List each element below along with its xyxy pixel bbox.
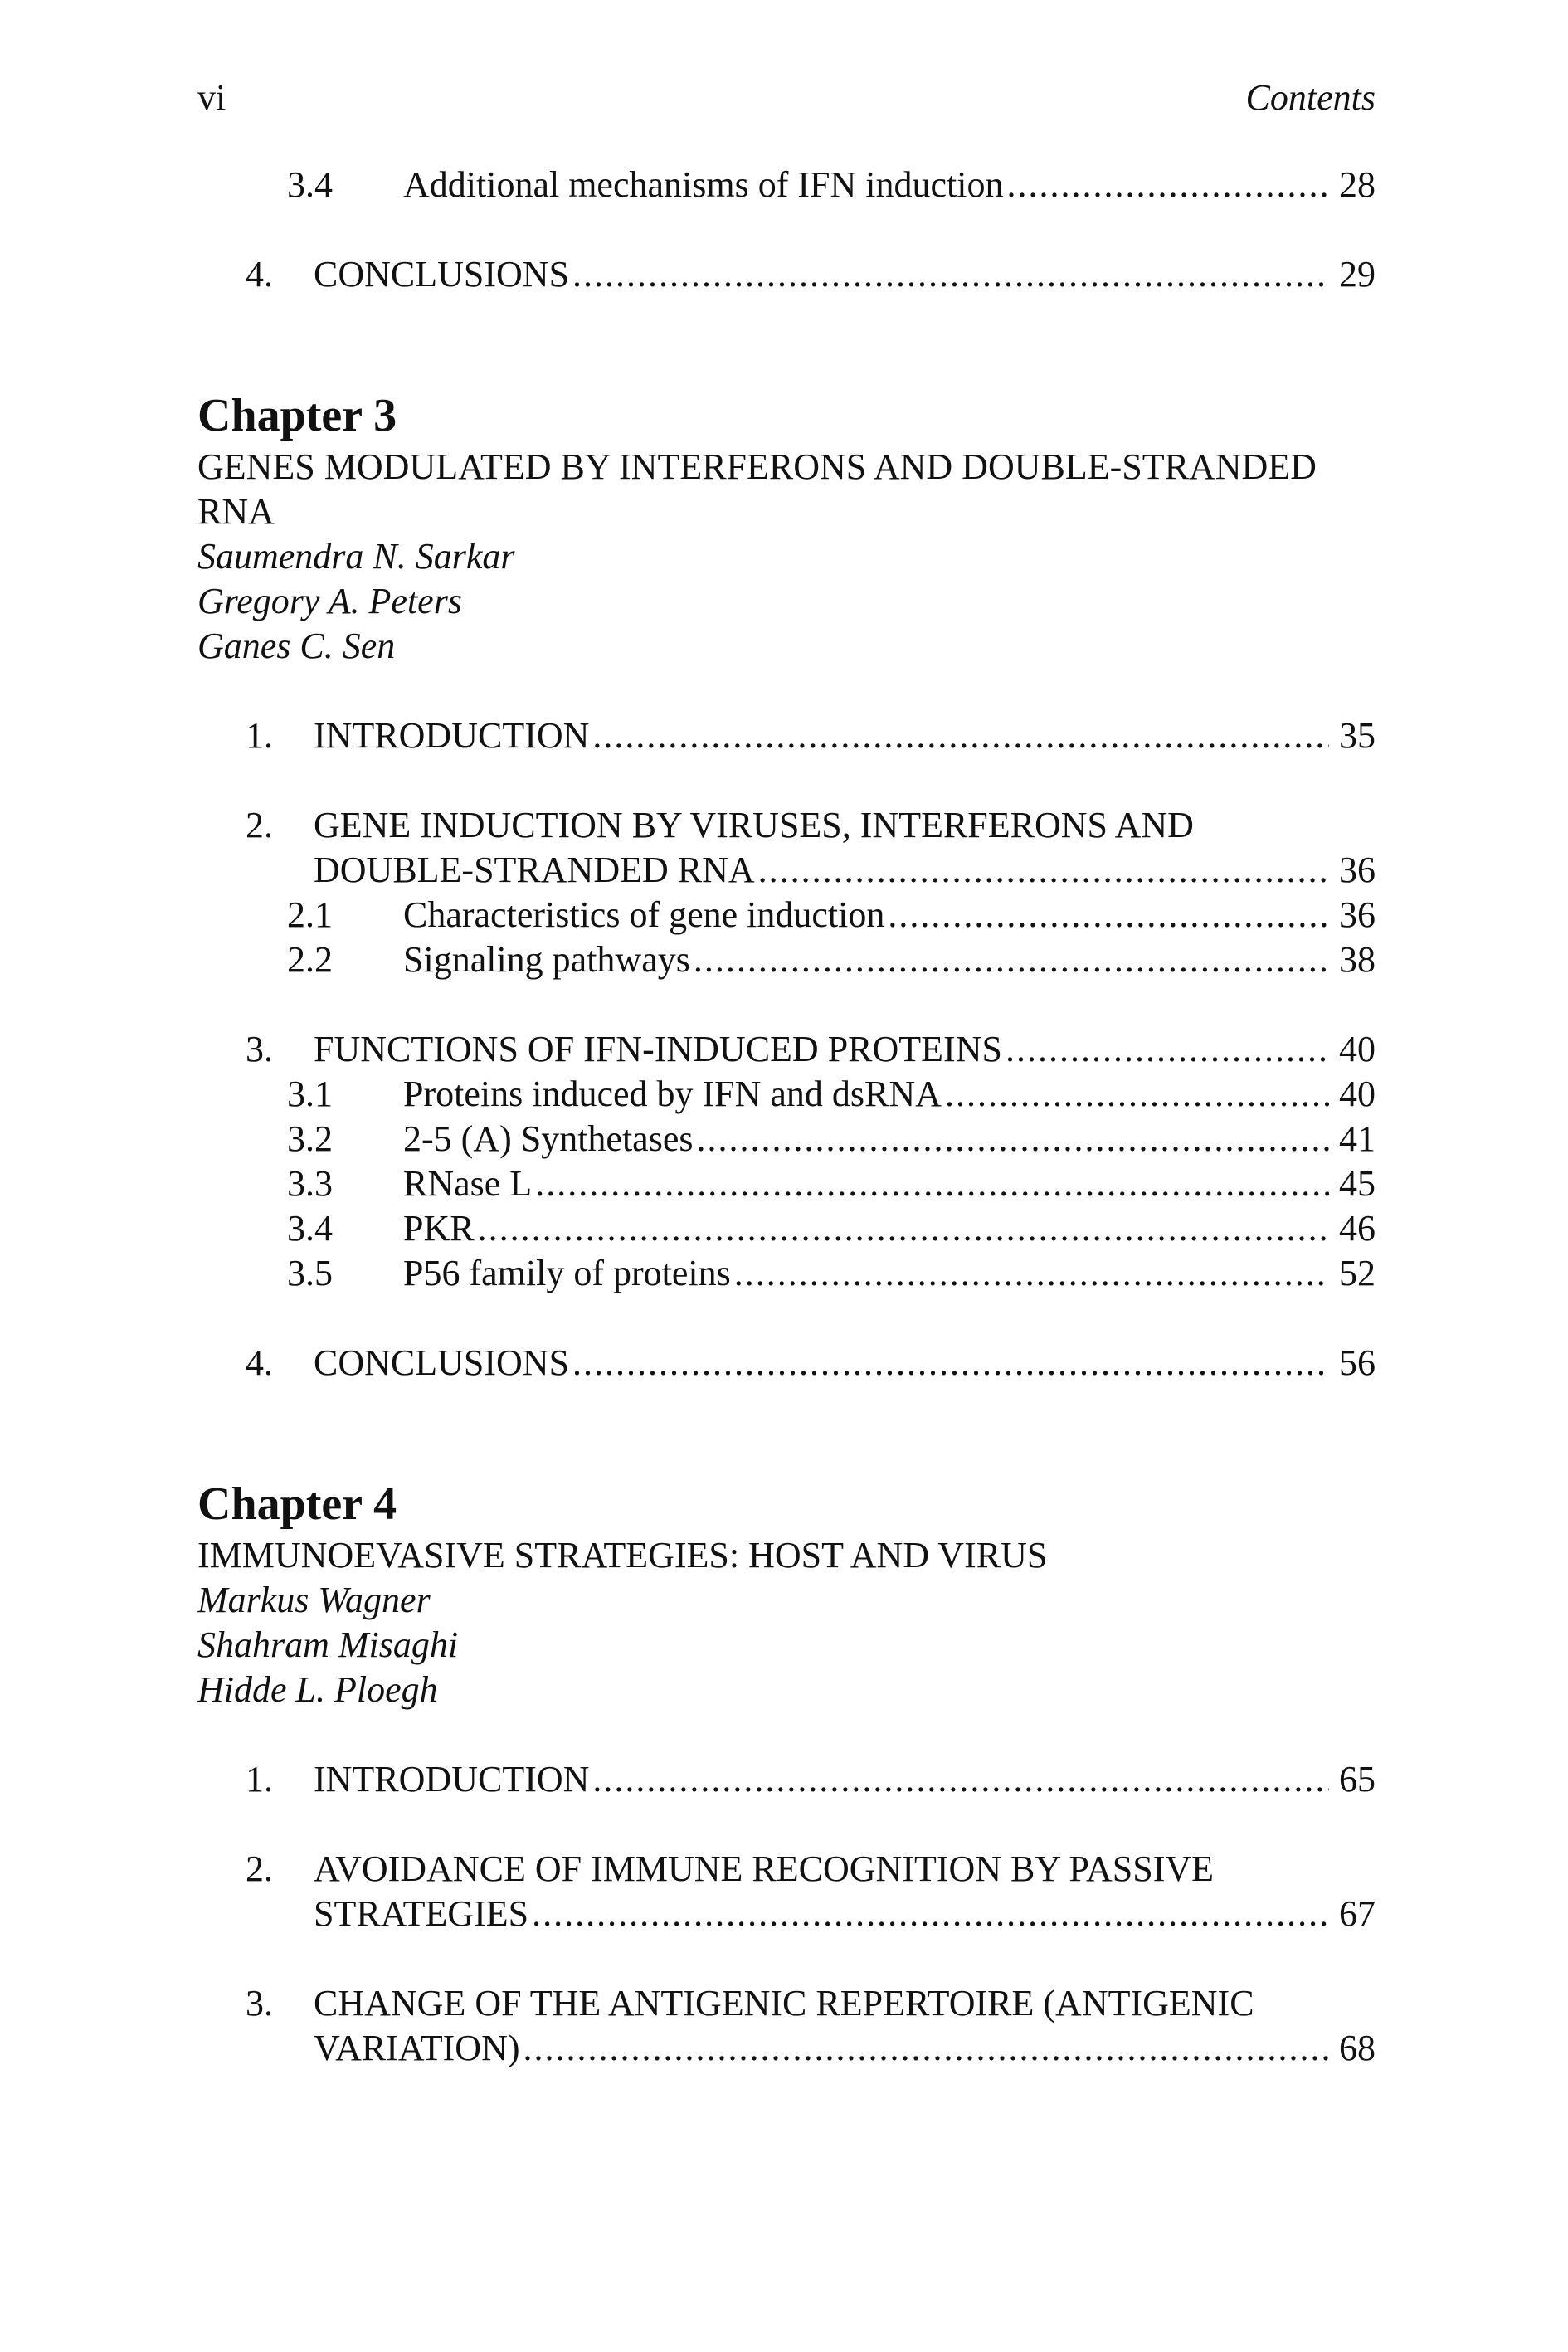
entry-number: 3.4 [287, 164, 333, 205]
dot-leader [694, 937, 1329, 982]
dot-leader [535, 1161, 1329, 1206]
toc-entry[interactable] [197, 1161, 1376, 1206]
dot-leader [572, 252, 1329, 297]
chapter-3-title-line1: GENES MODULATED BY INTERFERONS AND DOUBLE-STRANDED [197, 446, 1317, 487]
entry-page: 68 [1339, 2028, 1376, 2068]
page-number: vi [197, 77, 226, 118]
entry-number: 3.2 [287, 1118, 333, 1159]
dot-leader [478, 1206, 1329, 1251]
chapter-3-label: Chapter 3 [197, 390, 397, 441]
entry-title: INTRODUCTION [314, 715, 590, 756]
dot-leader [888, 893, 1329, 937]
entry-title: RNase L [403, 1163, 533, 1204]
toc-entry[interactable] [197, 803, 1376, 848]
entry-page: 29 [1339, 254, 1376, 295]
entry-title: Proteins induced by IFN and dsRNA [403, 1074, 942, 1114]
toc-entry-continuation[interactable] [197, 848, 1376, 893]
dot-leader [523, 2026, 1329, 2071]
entry-page: 41 [1339, 1118, 1376, 1159]
entry-page: 40 [1339, 1029, 1376, 1069]
entry-number: 2.1 [287, 894, 333, 935]
dot-leader [1006, 163, 1329, 207]
entry-title: CONCLUSIONS [314, 1342, 570, 1383]
toc-entry-continuation[interactable] [197, 1892, 1376, 1936]
entry-number: 2. [246, 1848, 273, 1889]
chapter-4-author: Markus Wagner [197, 1580, 431, 1620]
entry-number: 2.2 [287, 939, 333, 980]
entry-page: 40 [1339, 1074, 1376, 1114]
entry-page: 67 [1339, 1893, 1376, 1934]
entry-title: GENE INDUCTION BY VIRUSES, INTERFERONS AND [314, 805, 1194, 845]
chapter-4-author: Shahram Misaghi [197, 1624, 459, 1665]
toc-entry[interactable] [197, 713, 1376, 758]
entry-number: 4. [246, 254, 273, 295]
entry-number: 2. [246, 805, 273, 845]
entry-title: Additional mechanisms of IFN induction [403, 164, 1004, 205]
dot-leader [734, 1251, 1329, 1296]
entry-title-continued: VARIATION) [314, 2028, 520, 2068]
entry-page: 45 [1339, 1163, 1376, 1204]
toc-entry[interactable] [197, 1072, 1376, 1117]
entry-page: 56 [1339, 1342, 1376, 1383]
entry-number: 3.1 [287, 1074, 333, 1114]
dot-leader [1006, 1027, 1329, 1072]
chapter-4-label: Chapter 4 [197, 1478, 397, 1530]
chapter-3-author: Gregory A. Peters [197, 581, 462, 621]
toc-entry[interactable] [197, 937, 1376, 982]
entry-title: Characteristics of gene induction [403, 894, 885, 935]
running-title: Contents [1245, 77, 1376, 118]
entry-title: FUNCTIONS OF IFN-INDUCED PROTEINS [314, 1029, 1002, 1069]
dot-leader [572, 1341, 1329, 1385]
chapter-4-title: IMMUNOEVASIVE STRATEGIES: HOST AND VIRUS [197, 1535, 1048, 1575]
entry-title: CHANGE OF THE ANTIGENIC REPERTOIRE (ANTIGENIC [314, 1983, 1254, 2023]
toc-entry[interactable] [197, 252, 1376, 297]
dot-leader [592, 713, 1329, 758]
entry-title-continued: DOUBLE-STRANDED RNA [314, 850, 755, 890]
entry-page: 52 [1339, 1253, 1376, 1293]
toc-entry[interactable] [197, 1251, 1376, 1296]
entry-title: 2-5 (A) Synthetases [403, 1118, 694, 1159]
entry-page: 65 [1339, 1759, 1376, 1799]
entry-number: 1. [246, 1759, 273, 1799]
table-of-contents [197, 163, 1376, 2071]
dot-leader [592, 1757, 1329, 1802]
toc-entry[interactable] [197, 1206, 1376, 1251]
entry-title-continued: STRATEGIES [314, 1893, 529, 1934]
toc-entry[interactable] [197, 893, 1376, 937]
entry-page: 36 [1339, 894, 1376, 935]
entry-title: Signaling pathways [403, 939, 690, 980]
chapter-3-author: Saumendra N. Sarkar [197, 536, 515, 577]
toc-entry[interactable] [197, 1981, 1376, 2026]
entry-title: P56 family of proteins [403, 1253, 731, 1293]
chapter-3-title-line2: RNA [197, 491, 275, 532]
entry-title: AVOIDANCE OF IMMUNE RECOGNITION BY PASSIVE [314, 1848, 1215, 1889]
entry-number: 3.4 [287, 1208, 333, 1249]
dot-leader [945, 1072, 1329, 1117]
toc-entry[interactable] [197, 1341, 1376, 1385]
chapter-3-author: Ganes C. Sen [197, 626, 396, 666]
dot-leader [532, 1892, 1329, 1936]
entry-number: 3.3 [287, 1163, 333, 1204]
entry-title: CONCLUSIONS [314, 254, 570, 295]
entry-title: PKR [403, 1208, 475, 1249]
toc-entry[interactable] [197, 1847, 1376, 1892]
toc-entry-continuation[interactable] [197, 2026, 1376, 2071]
toc-entry[interactable] [197, 1757, 1376, 1802]
entry-title: INTRODUCTION [314, 1759, 590, 1799]
entry-number: 1. [246, 715, 273, 756]
entry-number: 3. [246, 1983, 273, 2023]
toc-entry[interactable] [197, 1027, 1376, 1072]
entry-page: 36 [1339, 850, 1376, 890]
toc-entry[interactable] [197, 163, 1376, 207]
entry-number: 3.5 [287, 1253, 333, 1293]
dot-leader [697, 1117, 1330, 1161]
entry-number: 3. [246, 1029, 273, 1069]
entry-page: 38 [1339, 939, 1376, 980]
dot-leader [758, 848, 1329, 893]
entry-page: 28 [1339, 164, 1376, 205]
toc-entry[interactable] [197, 1117, 1376, 1161]
entry-page: 35 [1339, 715, 1376, 756]
entry-page: 46 [1339, 1208, 1376, 1249]
chapter-4-author: Hidde L. Ploegh [197, 1669, 438, 1710]
entry-number: 4. [246, 1342, 273, 1383]
